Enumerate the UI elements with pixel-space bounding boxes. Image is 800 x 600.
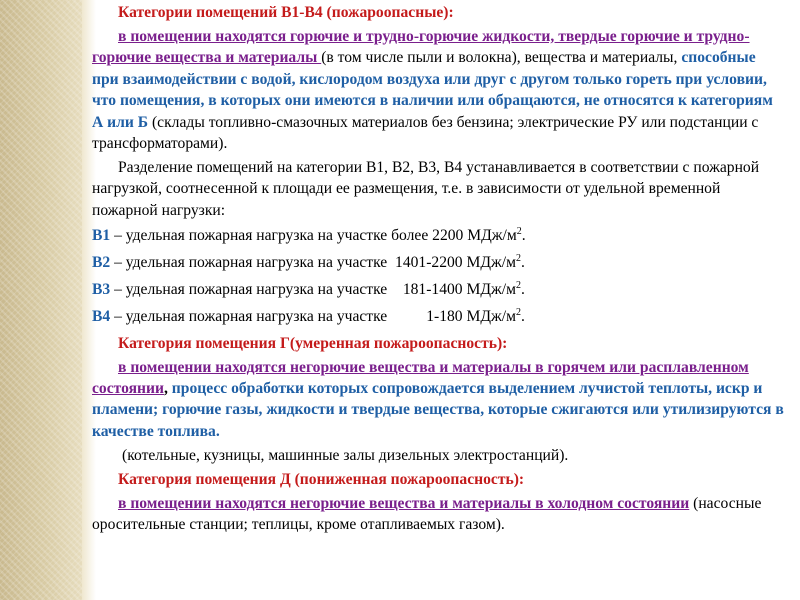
category-text: – удельная пожарная нагрузка на участке более 2200 МДж/м	[110, 227, 517, 245]
category-sup: 2	[515, 252, 521, 264]
category-code: В1	[92, 227, 111, 245]
category-g-examples-text: (котельные, кузницы, машинные залы дизельных электростанций).	[122, 446, 569, 464]
category-g-description	[92, 357, 784, 443]
category-code: В2	[92, 253, 111, 271]
category-sup: 2	[516, 225, 522, 237]
category-code: В3	[92, 280, 111, 298]
category-g-comma: ,	[163, 380, 168, 397]
category-sup: 2	[515, 306, 521, 318]
category-end: .	[521, 227, 526, 245]
category-division-intro	[92, 157, 784, 221]
category-v-heading	[92, 2, 784, 23]
category-v-underlined: в помещении находятся горючие и трудно-горючие жидкости, твердые горючие и трудно-горючие вещества и материалы	[92, 27, 750, 67]
category-end: .	[520, 307, 525, 325]
category-row-v2	[92, 252, 784, 273]
category-sup: 2	[515, 279, 521, 291]
category-g-underlined: в помещении находятся негорючие вещества и материалы в горячем или расплавленном состоянии	[92, 358, 749, 397]
category-v-text-2: (склады топливно-смазочных материалов без бензина; электрические РУ или подстанции с трансформаторами).	[92, 113, 759, 152]
category-d-underlined: в помещении находятся негорючие вещества и материалы в холодном состоянии	[118, 494, 690, 512]
category-v-blue-text: способные при взаимодействии с водой, кислородом воздуха или друг с другом только гореть при условии, что помещения, в которых они имеются в наличии или обращаются, не относятся к категориям А или Б	[92, 49, 773, 131]
category-d-heading-text: Категория помещения Д (пониженная пожароопасность):	[118, 470, 525, 488]
category-code: В4	[92, 307, 111, 325]
category-g-blue-text: процесс обработки которых сопровождается выделением лучистой теплоты, искр и пламени; горючие газы, жидкости и твердые вещества, которые сжигаются или утилизируются в качестве топлива.	[92, 380, 784, 440]
category-end: .	[520, 253, 525, 271]
decorative-side-band	[0, 0, 82, 600]
category-v-description	[92, 26, 784, 154]
category-division-intro-text: Разделение помещений на категории В1, В2, В3, В4 устанавливается в соответствии с пожарной нагрузкой, соотнесенной к площади ее размещения, т.е. в зависимости от удельной временной пожарной нагрузки:	[92, 158, 760, 219]
category-d-description	[92, 493, 784, 536]
slide-content	[92, 2, 784, 538]
category-text: – удельная пожарная нагрузка на участке 1-180 МДж/м	[110, 307, 516, 325]
category-g-heading-text: Категория помещения Г(умеренная пожароопасность):	[118, 334, 508, 352]
category-text: – удельная пожарная нагрузка на участке 1401-2200 МДж/м	[110, 253, 516, 271]
category-d-heading	[92, 469, 784, 490]
category-g-examples	[92, 445, 784, 466]
category-text: – удельная пожарная нагрузка на участке 181-1400 МДж/м	[110, 280, 516, 298]
category-v-text-1: (в том числе пыли и волокна), вещества и материалы,	[321, 49, 682, 67]
category-row-v1	[92, 225, 784, 246]
category-row-v4	[92, 306, 784, 327]
category-d-text: (насосные оросительные станции; теплицы, кроме отапливаемых газом).	[92, 494, 762, 533]
category-v-heading-text: Категории помещений В1-В4 (пожароопасные):	[118, 4, 454, 21]
category-end: .	[520, 280, 525, 298]
category-g-heading	[92, 333, 784, 354]
category-row-v3	[92, 279, 784, 300]
